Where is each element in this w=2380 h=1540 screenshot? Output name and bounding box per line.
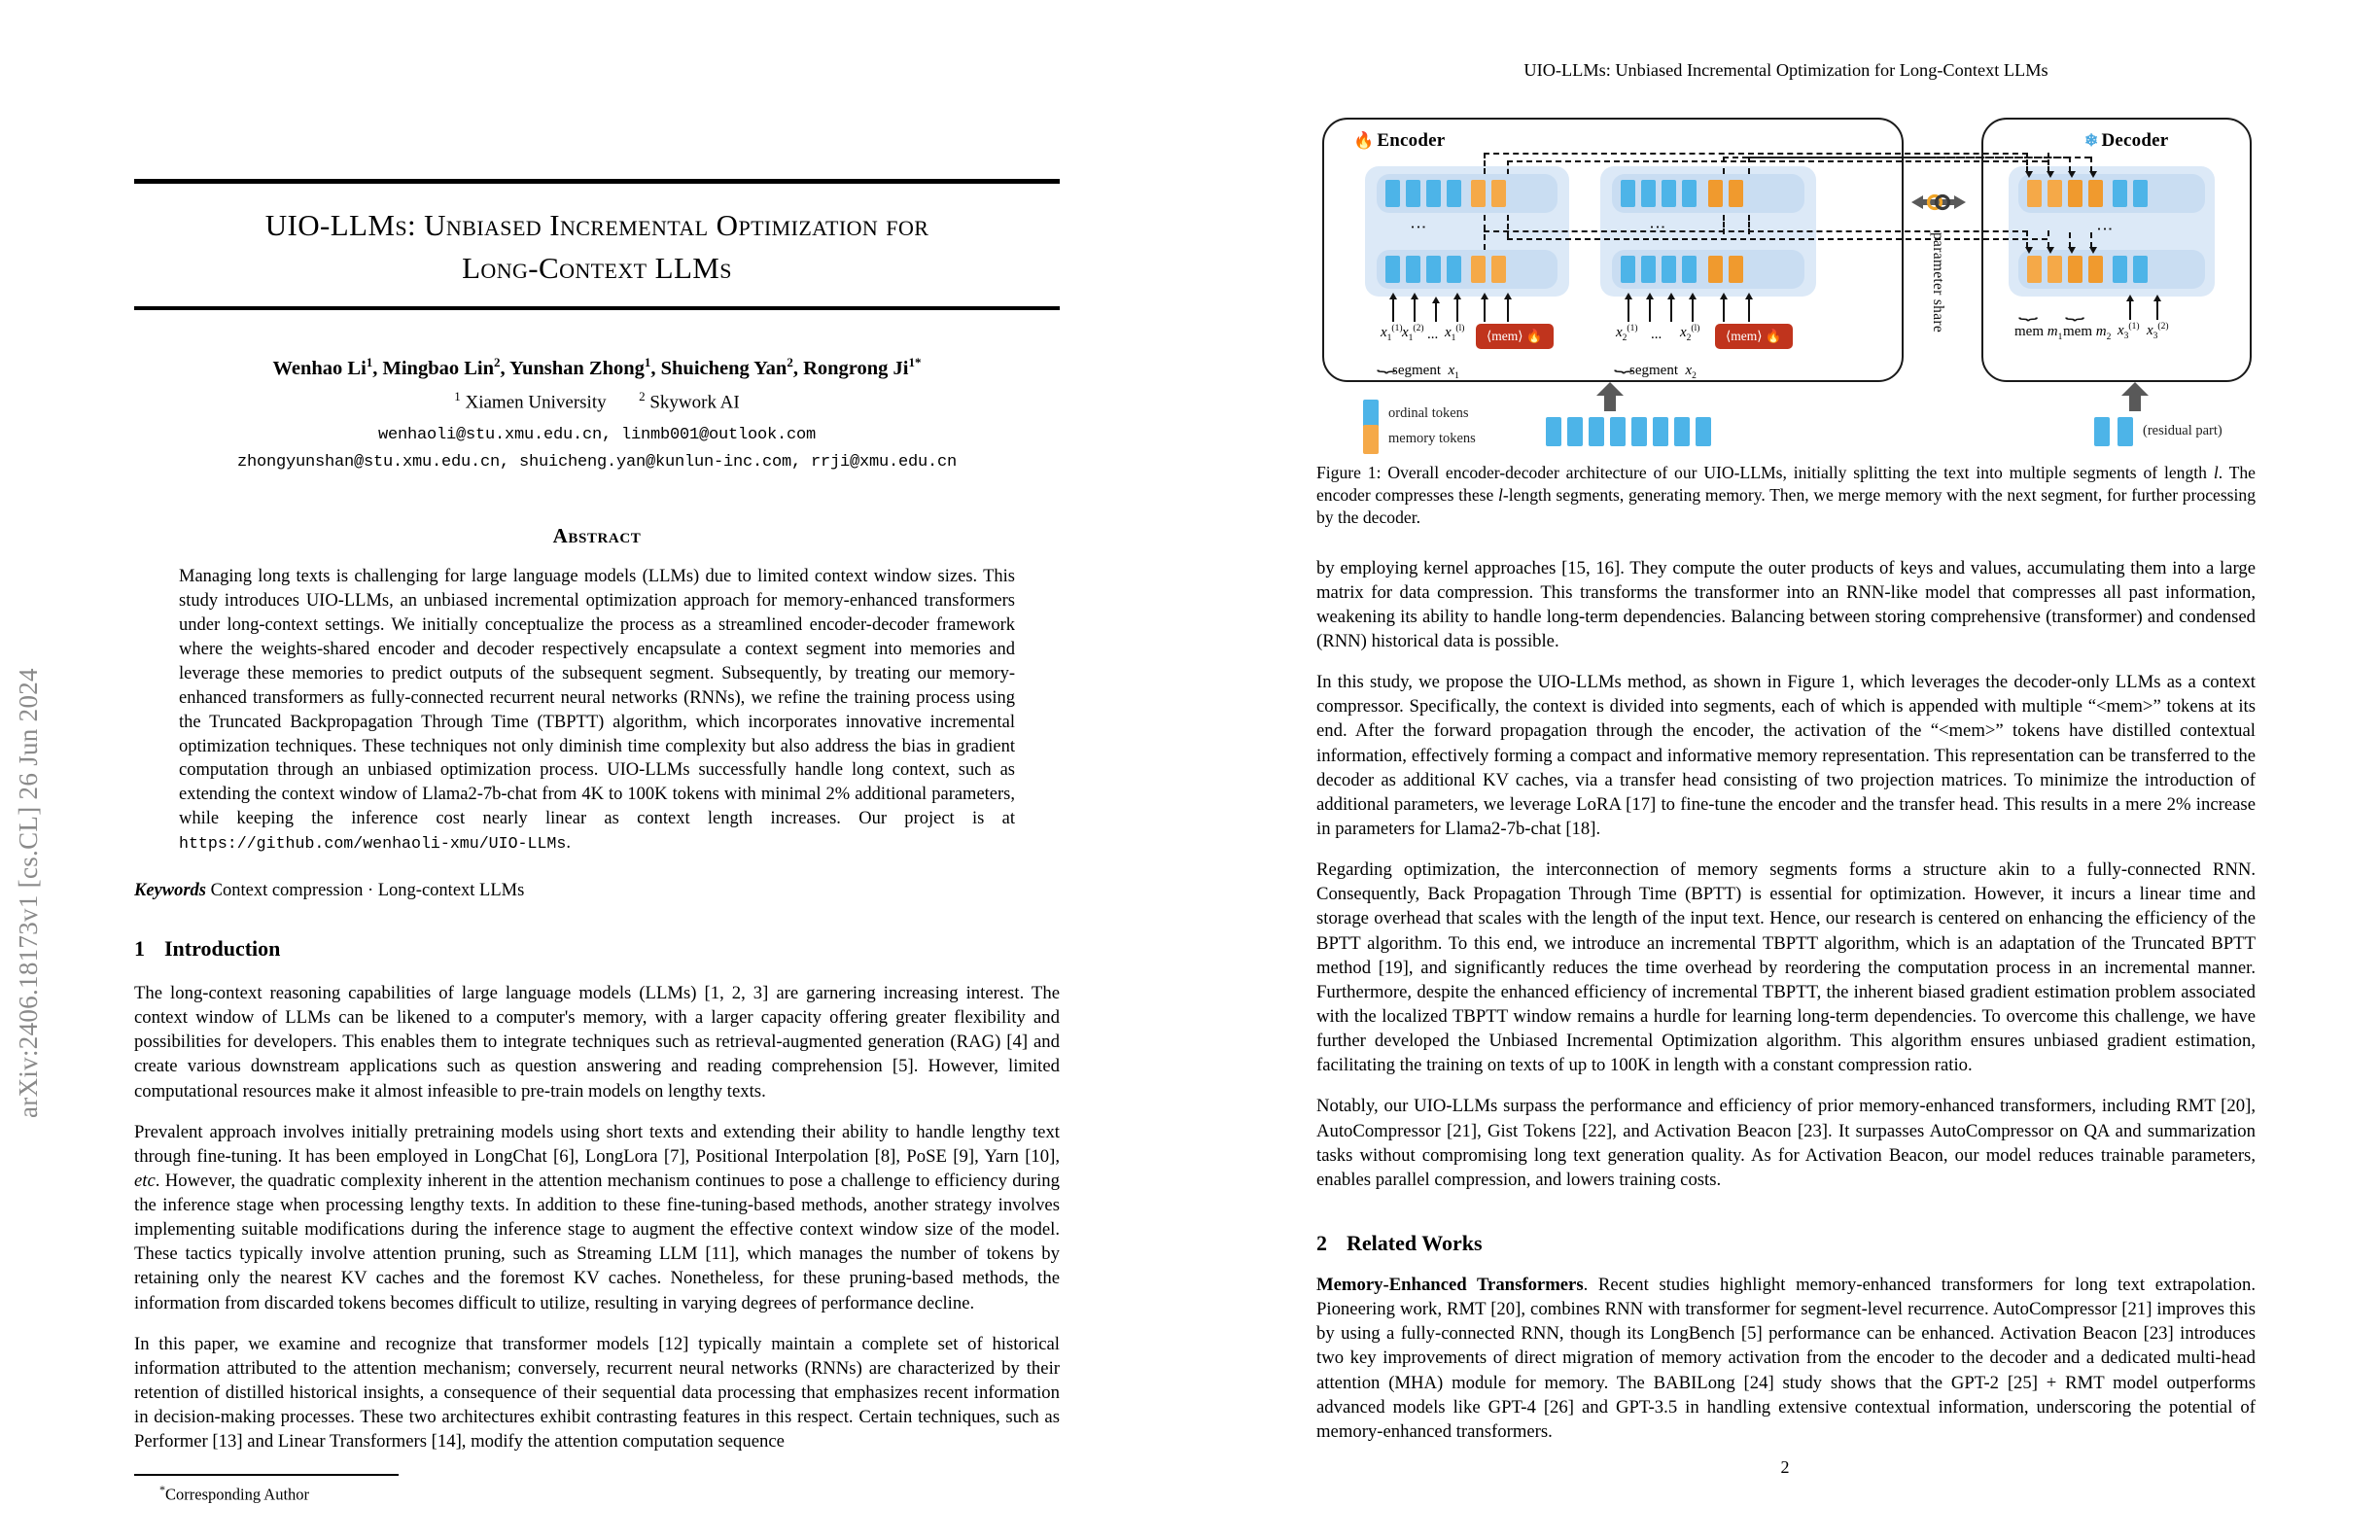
- author-1: Wenhao Li$^1$: [272, 355, 373, 379]
- mem-route-line: [1723, 157, 1725, 174]
- section-number: 1: [134, 935, 145, 961]
- ordinal-token: [1406, 180, 1420, 207]
- abstract-heading: Abstract: [552, 524, 642, 548]
- abstract-text-a: Managing long texts is challenging for large language models (LLMs) due to limited context window sizes. This study introduces UIO-LLMs, an unbiased incremental optimization approach for memory-enhanced transformers under long-context settings. We initially conceptualize the process as a streamlined encoder-decoder framework where the weights-shared encoder and decoder respectively encapsulate a context segment into memories and leverage these memories to predict outputs of the subsequent segment. Subsequently, by treating our memory-enhanced transformers as fully-connected recurrent neural networks (RNNs), we refine the training process using the Truncated Backpropagation Through Time (TBPTT) algorithm, which incorporates innovative incremental optimization techniques. These techniques not only diminish time complexity but also address the bias in gradient computation through an unbiased optimization process. UIO-LLMs successfully handle long context, such as extending the context window of Llama2-7b-chat from 4K to 100K tokens with minimal 2% additional parameters, while keeping the inference cost nearly linear as context length increases. Our project is at: [179, 567, 1015, 829]
- ordinal-token: [2133, 256, 2148, 283]
- input-arrow: [1692, 298, 1694, 322]
- memory-token: [2088, 256, 2103, 283]
- memory-token: [2088, 180, 2103, 207]
- abstract-text-b: .: [566, 833, 571, 854]
- link-double-arrow-icon: [1911, 186, 1966, 219]
- mem-route-line: [1507, 160, 1509, 174]
- mem-route-line: [1484, 215, 1486, 250]
- ordinal-token: [1641, 180, 1656, 207]
- segment1-label: segment $x_1$: [1392, 363, 1459, 381]
- ordinal-token: [2113, 256, 2127, 283]
- figure-1-caption: [1316, 462, 2256, 529]
- dec-layer-bottom: [2018, 250, 2205, 289]
- intro-p2-b: . However, the quadratic complexity inherent in the attention mechanism continues to pose a challenge to efficiency during the inference stage when processing lengthy texts. In addition to these fine-tuning-based methods, another strategy involves implementing suitable modifications during the inference stage to augment the effective context window size of the model. These tactics typically involve attention pruning, such as Streaming LLM [11], which manages the number of tokens by retaining only the nearest KV caches and the foremost KV caches. Nonetheless, for these pruning-based methods, the information from discarded tokens becomes difficult to utilize, resulting in varying degrees of performance decline.: [134, 1170, 1060, 1313]
- input-arrow: [1649, 298, 1651, 322]
- mem-chip-label: ⟨mem⟩: [1726, 329, 1763, 343]
- input-arrow: [1392, 298, 1394, 322]
- input-token: [1567, 417, 1583, 446]
- keywords-label: Keywords: [134, 880, 206, 900]
- enc-seg2-layer-top: [1612, 174, 1804, 213]
- left-page-content: [134, 0, 1060, 1505]
- dec-brace-2: ⏟: [2065, 301, 2085, 321]
- page-title: [134, 184, 1060, 306]
- author-list: Wenhao Li$^1$, Mingbao Lin$^2$, Yunshan Zhong$^1$, Shuicheng Yan$^2$, Rongrong $Ji^{1*}$: [272, 355, 922, 379]
- input-arrow: [1414, 298, 1416, 322]
- seg1-token-label-l: $x_1^{(l)}$: [1445, 324, 1465, 343]
- input-token: [1631, 417, 1647, 446]
- email-line-2: zhongyunshan@stu.xmu.edu.cn, shuicheng.yan@kunlun-inc.com, rrji@xmu.edu.cn: [236, 452, 958, 472]
- snowflake-icon: ❄: [2084, 131, 2099, 150]
- memory-transfer-arrow: [2090, 232, 2092, 248]
- memory-token: [2048, 256, 2062, 283]
- ordinal-token: [1385, 256, 1400, 283]
- ordinal-token: [1426, 180, 1441, 207]
- right-p5-rest: . Recent studies highlight memory-enhanced transformers for long text extrapolation. Pioneering work, RMT [20], combines RNN with transformer for segment-level recurrence. AutoCompressor [21] improves this by using a fully-connected RNN, though its LongBench [5] performance can be enhanced. Activation Beacon [23] introduces two key improvements of direct migration of memory activation from the encoder to the decoder and a dedicated multi-head attention (MHA) module for memory. The BABILong [24] study shows that the GPT-2 [25] + RMT model outperforms advanced models like GPT-4 [26] and GPT-3.5 in handling extensive contextual information, underscoring the potential of memory-enhanced transformers.: [1316, 1274, 2256, 1442]
- memory-token: [1729, 256, 1743, 283]
- input-arrow: [1670, 298, 1672, 322]
- encoder-title: [1353, 130, 1445, 152]
- memory-token: [2068, 180, 2082, 207]
- ordinal-token: [1682, 180, 1697, 207]
- page-right: [1190, 0, 2380, 1540]
- input-token: [1610, 417, 1626, 446]
- memory-token: [2068, 256, 2082, 283]
- seg2-brace: ⏟: [1614, 354, 1634, 373]
- section-title: Introduction: [164, 935, 281, 961]
- seg1-token-label-1: $x_1^{(1)}$: [1381, 324, 1403, 343]
- caption-l2: l: [1497, 484, 1503, 505]
- memory-token: [2027, 256, 2042, 283]
- input-token: [1696, 417, 1711, 446]
- section-heading-introduction: [134, 936, 1060, 962]
- enc-seg2-ellipsis: ⋮: [1648, 219, 1667, 235]
- legend-swatch-memory: [1363, 425, 1379, 454]
- input-token: [1653, 417, 1668, 446]
- encoder-label: Encoder: [1377, 130, 1446, 151]
- dec-ellipsis: ⋮: [2095, 221, 2115, 237]
- fire-icon: 🔥: [1765, 329, 1782, 343]
- mem-route-line: [1484, 153, 2028, 155]
- mem-route-line: [1507, 215, 1509, 238]
- caption-l1: l: [2213, 463, 2219, 482]
- fire-icon: 🔥: [1353, 131, 1375, 150]
- seg1-token-label-2: $x_1^{(2)}$: [1402, 324, 1424, 343]
- dec-brace-1: ⏟: [2018, 301, 2039, 321]
- title-line-2: Long-Context LLMs: [462, 251, 732, 286]
- project-url: https://github.com/wenhaoli-xmu/UIO-LLMs: [179, 834, 567, 854]
- input-token: [1674, 417, 1690, 446]
- parameter-share-label: parameter share: [1930, 232, 1946, 333]
- author-2: Mingbao Lin$^2$: [382, 355, 501, 379]
- mem-chip-label: ⟨mem⟩: [1487, 329, 1523, 343]
- page-number: 2: [1780, 1457, 1790, 1477]
- caption-c: -length segments, generating memory. Then, we merge memory with the next segment, for further processing by the decoder.: [1316, 484, 2256, 527]
- decoder-input-arrow: [2129, 300, 2131, 320]
- input-arrow: [1628, 298, 1629, 322]
- arxiv-stamp: arXiv:2406.18173v1 [cs.CL] 26 Jun 2024: [14, 668, 43, 1118]
- decoder-input-arrow: [2156, 300, 2158, 320]
- seg2-token-label-1: $x_2^{(1)}$: [1616, 324, 1638, 343]
- ordinal-token: [1447, 180, 1461, 207]
- input-token: [1546, 417, 1561, 446]
- enc-seg1-layer-top: [1377, 174, 1558, 213]
- memory-transfer-arrow: [2026, 153, 2028, 172]
- figure-1: [1316, 114, 2256, 449]
- memory-transfer-arrow: [2069, 157, 2071, 172]
- mem-input-arrow: [1484, 298, 1486, 322]
- right-paragraph-2: In this study, we propose the UIO-LLMs method, as shown in Figure 1, which leverages the decoder-only LLMs as a context compressor. Specifically, the context is divided into segments, each of which is appended with multiple “<mem>” tokens at its end. After the forward propagation through the encoder, the activation of the “<mem>” tokens have distilled contextual information, effectively forming a compact and informative memory representation. This representation can be transferred to the decoder as additional KV caches, via a transfer head consisting of two projection matrices. To minimize the introduction of additional parameters, we leverage LoRA [17] to fine-tune the encoder and the transfer head. This results in a mere 2% increase in parameters for Llama2-7b-chat [18].: [1316, 672, 2256, 839]
- seg1-token-ellipsis: ...: [1427, 327, 1439, 342]
- title-line-1: UIO-LLMs: Unbiased Incremental Optimization for: [264, 208, 929, 242]
- mem-route-line: [1748, 157, 2090, 158]
- right-paragraph-1: by employing kernel approaches [15, 16]. They compute the outer products of keys and values, accumulating them into a large matrix for data compression. This transforms the transformer into an RNN-like model that compresses all past information, weakening its ability to handle long-term dependencies. Balancing between storing comprehensive (transformer) and condensed (RNN) historical data is possible.: [1316, 557, 2256, 651]
- keywords-value: Context compression · Long-context LLMs: [210, 880, 525, 900]
- memory-token: [2048, 180, 2062, 207]
- title-rule-bottom: [134, 306, 1060, 310]
- footnote-label: Corresponding Author: [165, 1485, 310, 1504]
- caption-a: Figure 1: Overall encoder-decoder architecture of our UIO-LLMs, initially splitting the text into multiple segments of length: [1316, 463, 2214, 482]
- section-number: 2: [1316, 1230, 1327, 1255]
- mem-route-line: [1484, 153, 1486, 174]
- intro-p2-a: Prevalent approach involves initially pretraining models using short texts and extending their ability to handle lengthy text through fine-tuning. It has been employed in LongChat [6], LongLora [7], Positional Interpolation [8], PoSE [9], Yarn [10],: [134, 1121, 1060, 1167]
- section-heading-related-works: [1316, 1231, 2256, 1256]
- mem-input-arrow: [1507, 298, 1509, 322]
- caption-b: . The encoder compresses these: [1316, 463, 2256, 505]
- memory-token: [1729, 180, 1743, 207]
- memory-token: [1708, 180, 1723, 207]
- enc-seg1-ellipsis: ⋮: [1409, 219, 1428, 235]
- intro-paragraph-2: [134, 1120, 1060, 1315]
- memory-token: [1491, 180, 1506, 207]
- right-paragraph-4: Notably, our UIO-LLMs surpass the performance and efficiency of prior memory-enhanced transformers, including RMT [20], AutoCompressor [21], Gist Tokens [22], and Activation Beacon [23]. It surpasses AutoCompressor on QA and summarization tasks without compromising long text generation quality. As for Activation Beacon, our model reduces trainable parameters, enables parallel compression, and lowers training costs.: [1316, 1096, 2256, 1190]
- decoder-token-label-1: $x_3^{(1)}$: [2118, 322, 2140, 341]
- memory-token: [2027, 180, 2042, 207]
- mem-input-arrow: [1723, 298, 1725, 322]
- memory-token: [1471, 180, 1486, 207]
- ordinal-token: [2113, 180, 2127, 207]
- mem-chip-seg2: [1715, 324, 1793, 349]
- ordinal-token: [1385, 180, 1400, 207]
- figure-legend: [1316, 400, 2256, 450]
- section-title: Related Works: [1347, 1230, 1483, 1255]
- affiliation-2: Skywork AI: [649, 391, 740, 412]
- running-head: UIO-LLMs: Unbiased Incremental Optimization for Long-Context LLMs: [1523, 60, 2048, 80]
- memory-transfer-arrow: [2069, 232, 2071, 248]
- ordinal-token: [1621, 256, 1635, 283]
- ordinal-token: [1621, 180, 1635, 207]
- email-line-1: wenhaoli@stu.xmu.edu.cn, linmb001@outlook.com: [377, 426, 817, 445]
- keywords: [134, 881, 1060, 901]
- memory-token: [1708, 256, 1723, 283]
- ordinal-token: [1641, 256, 1656, 283]
- affiliation-1: Xiamen University: [465, 391, 607, 412]
- mem-input-arrow: [1748, 298, 1750, 322]
- ordinal-token: [2133, 180, 2148, 207]
- input-token: [1589, 417, 1604, 446]
- segment2-label: segment $x_2$: [1629, 363, 1697, 381]
- enc-seg2-layer-bottom: [1612, 250, 1804, 289]
- memory-enhanced-transformers-label: Memory-Enhanced Transformers: [1316, 1274, 1584, 1295]
- decoder-mem2-label: mem $m_2$: [2063, 324, 2112, 342]
- seg2-token-ellipsis: ...: [1651, 327, 1662, 342]
- mem-route-line: [1723, 215, 1725, 234]
- author-5: Rongrong $Ji^{1*}$: [803, 355, 922, 379]
- mem-route-line: [1507, 238, 2048, 240]
- figure-1-canvas: [1316, 114, 2256, 405]
- decoder-title: [2084, 130, 2168, 152]
- input-arrow: [1456, 298, 1458, 322]
- ordinal-token: [1426, 256, 1441, 283]
- ordinal-token: [1662, 180, 1676, 207]
- residual-token: [2094, 417, 2110, 446]
- right-paragraph-5: [1316, 1273, 2256, 1444]
- residual-part-label: (residual part): [2143, 423, 2222, 438]
- decoder-label: Decoder: [2101, 130, 2169, 151]
- mem-route-line: [1748, 215, 1750, 234]
- footnote-rule: [134, 1474, 399, 1476]
- ordinal-token: [1682, 256, 1697, 283]
- intro-p2-etc: etc: [134, 1170, 156, 1191]
- ordinal-token: [1662, 256, 1676, 283]
- decoder-token-label-2: $x_3^{(2)}$: [2147, 322, 2169, 341]
- author-4: Shuicheng Yan$^2$: [660, 355, 793, 379]
- input-arrow: [1435, 302, 1437, 322]
- fire-icon: 🔥: [1525, 329, 1543, 343]
- footnote-block: [134, 1474, 1060, 1505]
- legend-label-ordinal: ordinal tokens: [1388, 405, 1469, 421]
- intro-paragraph-3: In this paper, we examine and recognize that transformer models [12] typically maintain a complete set of historical information attributed to the attention mechanism; conversely, recurrent neural networks (RNNs) are characterized by their retention of distilled historical insights, a consequence of their sequential data processing that emphasizes recent information in decision-making processes. These two architectures exhibit contrasting features in this respect. Certain techniques, such as Performer [13] and Linear Transformers [14], modify the attention computation sequence: [134, 1333, 1060, 1452]
- enc-seg1-layer-bottom: [1377, 250, 1558, 289]
- ordinal-token: [1406, 256, 1420, 283]
- mem-chip-seg1: [1476, 324, 1554, 349]
- email-block: [134, 422, 1060, 475]
- seg1-brace: ⏟: [1377, 354, 1397, 373]
- mem-route-line: [1484, 230, 2028, 232]
- decoder-mem1-label: mem $m_1$: [2014, 324, 2063, 342]
- mem-route-line: [1507, 160, 2048, 162]
- right-paragraph-3: Regarding optimization, the interconnection of memory segments forms a structure akin to a fully-connected RNN. Consequently, Back Propagation Through Time (BPTT) is essential for optimization. However, it incurs a linear time and storage overhead that scales with the length of the input text. Hence, our research is centered on enhancing the efficiency of the BPTT algorithm. To this end, we introduce an incremental TBPTT algorithm, which is an adaptation of the Truncated BPTT method [19], and significantly reduces the time overhead by reordering the computation process in an incremental manner. Furthermore, despite the enhanced efficiency of incremental TBPTT, the inherent biased gradient estimation problem associated with the localized TBPTT window remains a hurdle for learning long-term dependencies. To overcome this challenge, we have further developed the Unbiased Incremental Optimization algorithm. This algorithm ensures unbiased gradient estimation, facilitating the training on texts of up to 100K in length with a constant compression ratio.: [1316, 859, 2256, 1076]
- dec-layer-top: [2018, 174, 2205, 213]
- title-block: [134, 179, 1060, 310]
- memory-token: [1491, 256, 1506, 283]
- mem-route-line: [1748, 157, 1750, 174]
- memory-transfer-arrow: [2048, 230, 2049, 248]
- memory-transfer-arrow: [2048, 153, 2049, 172]
- right-page-content: [1316, 0, 2256, 1444]
- intro-paragraph-1: The long-context reasoning capabilities of large language models (LLMs) [1, 2, 3] are garnering increasing interest. The context window of LLMs can be likened to a computer's memory, with a larger capacity offering greater flexibility and possibilities for developers. This enables them to integrate techniques such as retrieval-augmented generation (RAG) [4] and create various downstream applications such as question answering and reading comprehension [5]. However, limited computational resources make it almost infeasible to pre-train models on lengthy texts.: [134, 982, 1060, 1102]
- author-3: Yunshan Zhong$^1$: [509, 355, 651, 379]
- abstract-body: [179, 565, 1015, 856]
- affiliations: $^1$ Xiamen University $^2$ Skywork AI: [454, 388, 740, 412]
- footnote-text: *Corresponding Author: [159, 1483, 310, 1504]
- memory-transfer-arrow: [2090, 157, 2092, 172]
- ordinal-token: [1447, 256, 1461, 283]
- legend-label-memory: memory tokens: [1388, 431, 1476, 446]
- memory-token: [1471, 256, 1486, 283]
- seg2-token-label-l: $x_2^{(l)}$: [1680, 324, 1700, 343]
- residual-token: [2118, 417, 2133, 446]
- right-page-body: [1316, 556, 2256, 1444]
